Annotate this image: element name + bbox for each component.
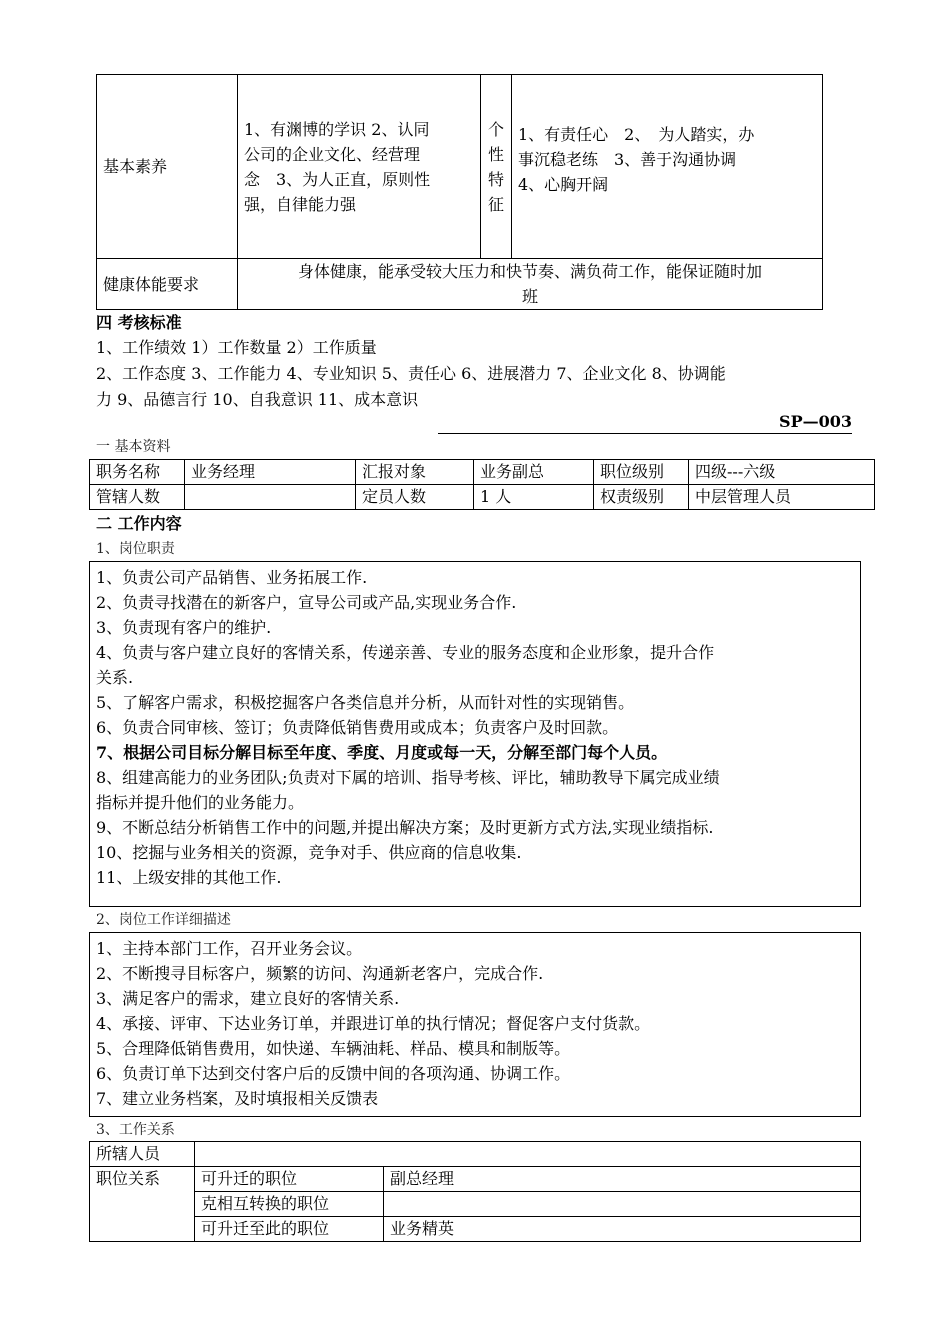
- staff-value: [195, 1142, 861, 1167]
- cell-label: 权责级别: [594, 485, 689, 510]
- table-row: [90, 485, 875, 510]
- cell-value: 1 人: [474, 485, 594, 510]
- relation-value: [384, 1192, 861, 1217]
- document-code: SP—003: [438, 411, 852, 434]
- list-item: 1、主持本部门工作，召开业务会议。: [96, 939, 363, 958]
- basic-quality-row: [97, 75, 823, 259]
- assessment-section: [96, 311, 856, 413]
- cell-label: 职位级别: [594, 460, 689, 485]
- table-row: [90, 1217, 861, 1242]
- cell-value: 业务经理: [185, 460, 356, 485]
- health-row: [97, 259, 823, 310]
- table-row: [90, 1167, 861, 1192]
- list-item: 6、负责合同审核、签订；负责降低销售费用或成本；负责客户及时回款。: [96, 718, 619, 737]
- details-box: [89, 932, 861, 1117]
- relations-heading: 3、工作关系: [96, 1122, 175, 1138]
- list-item: 2、负责寻找潜在的新客户，宣导公司或产品,实现业务合作.: [96, 593, 517, 612]
- list-item: 8、组建高能力的业务团队;负责对下属的培训、指导考核、评比，辅助教导下属完成业绩: [96, 768, 720, 787]
- duties-box: [89, 561, 861, 907]
- list-item: 关系.: [96, 668, 134, 687]
- list-item: 9、不断总结分析销售工作中的问题,并提出解决方案；及时更新方式方法,实现业绩指标.: [96, 818, 714, 837]
- position-label: 职位关系: [90, 1167, 195, 1242]
- list-item: 5、了解客户需求，积极挖掘客户各类信息并分析，从而针对性的实现销售。: [96, 693, 635, 712]
- duties-heading: 1、岗位职责: [96, 541, 175, 557]
- relation-label: 可升迁至此的职位: [195, 1217, 384, 1242]
- relation-label: 克相互转换的职位: [195, 1192, 384, 1217]
- cell-value: 中层管理人员: [689, 485, 875, 510]
- cell-label: 定员人数: [356, 485, 474, 510]
- list-item: 3、负责现有客户的维护.: [96, 618, 272, 637]
- cell-label: 汇报对象: [356, 460, 474, 485]
- detail-heading: 2、岗位工作详细描述: [96, 912, 231, 928]
- assessment-line: 2、工作态度 3、工作能力 4、专业知识 5、责任心 6、进展潜力 7、企业文化 8、协调能: [96, 364, 726, 383]
- qualifications-table: [96, 74, 823, 310]
- relations-table: [89, 1141, 861, 1242]
- staff-label: 所辖人员: [90, 1142, 195, 1167]
- assessment-line: 1、工作绩效 1）工作数量 2）工作质量: [96, 338, 377, 357]
- trait-label: 个 性 特 征: [481, 75, 512, 259]
- cell-value: [185, 485, 356, 510]
- list-item: 11、上级安排的其他工作.: [96, 868, 282, 887]
- relation-value: 业务精英: [384, 1217, 861, 1242]
- table-row: [90, 1192, 861, 1217]
- basic-quality-value: 1、有渊博的学识 2、认同 公司的企业文化、经营理 念 3、为人正直，原则性 强，自律能力强: [238, 75, 481, 259]
- basic-quality-label: 基本素养: [97, 75, 238, 259]
- list-item: 6、负责订单下达到交付客户后的反馈中间的各项沟通、协调工作。: [96, 1064, 571, 1083]
- cell-label: 管辖人数: [90, 485, 185, 510]
- list-item: 4、承接、评审、下达业务订单，并跟进订单的执行情况；督促客户支付货款。: [96, 1014, 651, 1033]
- table-row: [90, 460, 875, 485]
- assessment-heading: 四 考核标准: [96, 313, 182, 332]
- basic-info-heading: 一 基本资料: [96, 439, 171, 455]
- list-item: 4、负责与客户建立良好的客情关系，传递亲善、专业的服务态度和企业形象，提升合作: [96, 643, 715, 662]
- relation-label: 可升迁的职位: [195, 1167, 384, 1192]
- cell-label: 职务名称: [90, 460, 185, 485]
- list-item: 2、不断搜寻目标客户，频繁的访问、沟通新老客户，完成合作.: [96, 964, 544, 983]
- assessment-line: 力 9、品德言行 10、自我意识 11、成本意识: [96, 390, 419, 409]
- list-item: 5、合理降低销售费用，如快递、车辆油耗、样品、模具和制版等。: [96, 1039, 571, 1058]
- trait-value: 1、有责任心 2、 为人踏实，办 事沉稳老练 3、善于沟通协调 4、心胸开阔: [512, 75, 823, 259]
- cell-value: 四级---六级: [689, 460, 875, 485]
- list-item: 7、根据公司目标分解目标至年度、季度、月度或每一天，分解至部门每个人员。: [96, 743, 668, 762]
- basic-info-table: [89, 459, 875, 510]
- table-row: [90, 1142, 861, 1167]
- list-item: 1、负责公司产品销售、业务拓展工作.: [96, 568, 368, 587]
- list-item: 7、建立业务档案，及时填报相关反馈表: [96, 1089, 379, 1108]
- list-item: 10、挖掘与业务相关的资源，竞争对手、供应商的信息收集.: [96, 843, 522, 862]
- health-value: 身体健康，能承受较大压力和快节奏、满负荷工作，能保证随时加 班: [238, 259, 823, 310]
- work-content-heading: 二 工作内容: [96, 514, 182, 533]
- relation-value: 副总经理: [384, 1167, 861, 1192]
- list-item: 3、满足客户的需求，建立良好的客情关系.: [96, 989, 400, 1008]
- health-label: 健康体能要求: [97, 259, 238, 310]
- list-item: 指标并提升他们的业务能力。: [96, 793, 305, 812]
- cell-value: 业务副总: [474, 460, 594, 485]
